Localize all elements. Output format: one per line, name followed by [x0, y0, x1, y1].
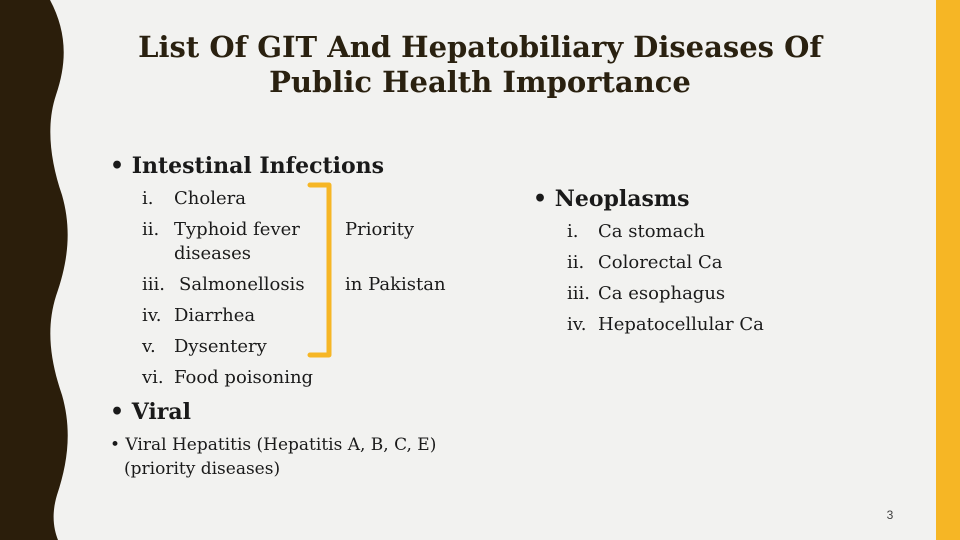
- neoplasm-item: ii. Colorectal Ca: [567, 252, 723, 273]
- intestinal-item-continuation: diseases: [174, 243, 252, 264]
- title-line-1: List Of GIT And Hepatobiliary Diseases Of: [138, 30, 822, 64]
- pakistan-label: in Pakistan: [345, 274, 446, 295]
- intestinal-heading: • Intestinal Infections: [110, 153, 385, 179]
- viral-heading: • Viral: [110, 399, 191, 425]
- neoplasms-heading: • Neoplasms: [533, 186, 690, 212]
- intestinal-item: i. Cholera: [142, 188, 246, 209]
- neoplasm-item: iv. Hepatocellular Ca: [567, 314, 764, 335]
- right-accent-bar: [936, 0, 960, 540]
- intestinal-item: v. Dysentery: [142, 336, 267, 357]
- page-number: 3: [886, 508, 894, 522]
- intestinal-item: iv. Diarrhea: [142, 305, 256, 326]
- viral-hepatitis-line: • Viral Hepatitis (Hepatitis A, B, C, E): [110, 435, 437, 455]
- intestinal-item: vi. Food poisoning: [142, 367, 314, 388]
- neoplasm-item: iii. Ca esophagus: [567, 283, 726, 304]
- intestinal-item: iii. Salmonellosis: [142, 274, 305, 295]
- priority-bracket: [300, 178, 340, 364]
- left-wave-band: [0, 0, 80, 540]
- neoplasm-item: i. Ca stomach: [567, 221, 706, 242]
- viral-hepatitis-note: (priority diseases): [124, 459, 281, 479]
- title-line-2: Public Health Importance: [269, 65, 691, 99]
- priority-label: Priority: [345, 219, 415, 240]
- intestinal-item: ii. Typhoid fever: [142, 219, 300, 240]
- slide-title: [120, 30, 840, 100]
